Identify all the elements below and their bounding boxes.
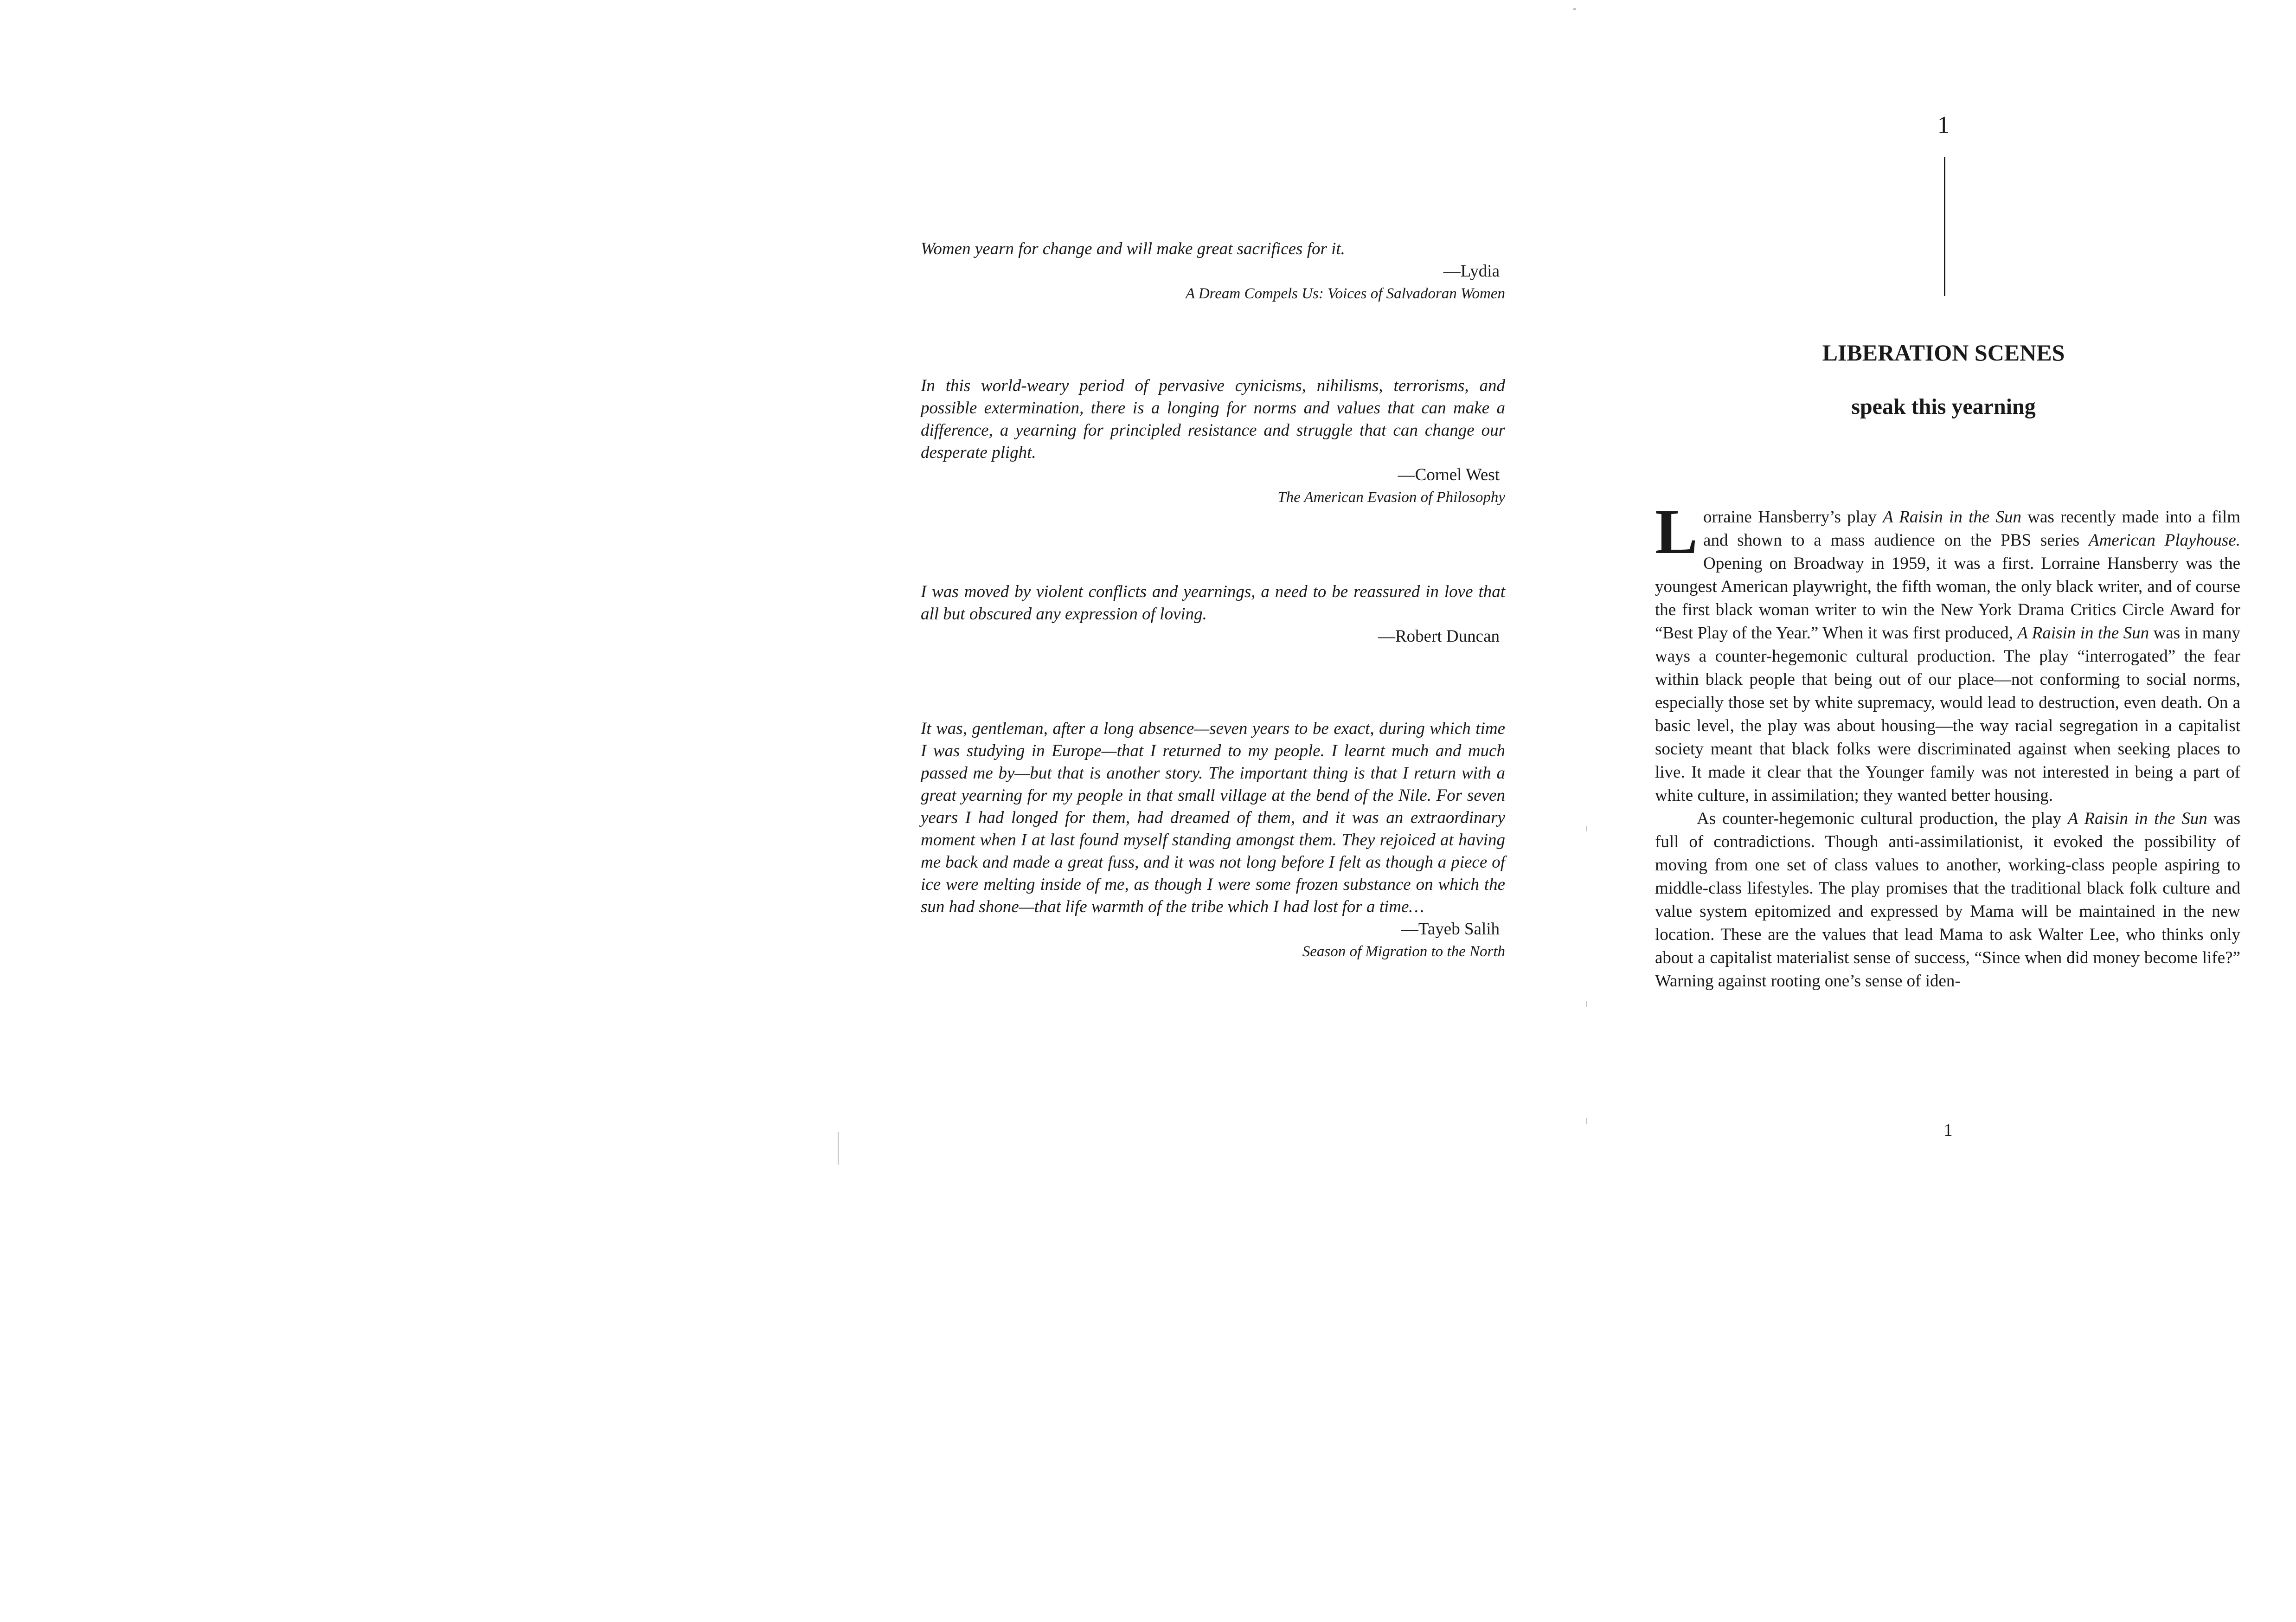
series-title: American Playhouse.	[2088, 531, 2240, 550]
epigraph-source: Season of Migration to the North	[1302, 943, 1505, 960]
epigraph-robert-duncan	[921, 581, 1505, 648]
chapter-number: 1	[1937, 112, 1950, 138]
epigraph-attribution: —Lydia	[1443, 262, 1500, 281]
epigraph-quote: In this world-weary period of pervasive cynicisms, nihilisms, terrorisms, and possible extermination, there is a longing for norms and values that can make a difference, a yearning for principled resistance and struggle that can change our desperate plight.	[921, 376, 1505, 462]
chapter-title: LIBERATION SCENES	[1822, 340, 2065, 366]
epigraph-cornel-west	[921, 375, 1505, 508]
paragraph	[1655, 807, 2240, 993]
epigraph-attribution: —Robert Duncan	[1378, 627, 1500, 646]
epigraph-source: A Dream Compels Us: Voices of Salvadoran Women	[1186, 285, 1505, 302]
epigraph-quote: Women yearn for change and will make great sacrifices for it.	[921, 239, 1345, 258]
epigraph-quote: It was, gentleman, after a long absence—seven years to be exact, during which time I was studying in Europe—that I returned to my people. I learnt much and much passed me by—but that is another story. The important thing is that I return with a great yearning for my people in that small village at the bend of the Nile. For seven years I had longed for them, had dreamed of them, and it was an extraordinary moment when I at last found myself standing amongst them. They rejoiced at having me back and made a great fuss, and it was not long before I felt as though a piece of ice were melting inside of me, as though I were some frozen substance on which the sun had shone—that life warmth of the tribe which I had lost for a time…	[921, 719, 1505, 916]
chapter-subtitle: speak this yearning	[1851, 394, 2036, 419]
epigraph-tayeb-salih	[921, 718, 1505, 963]
body-text	[1655, 496, 2241, 993]
paragraph	[1655, 496, 2240, 807]
text-run: orraine Hansberry’s play	[1703, 508, 1883, 527]
drop-cap: L	[1655, 496, 1698, 567]
scan-mark	[1586, 1001, 1587, 1007]
epigraph-attribution: —Tayeb Salih	[1401, 920, 1500, 939]
play-title: A Raisin in the Sun	[2017, 624, 2149, 643]
epigraph-lydia	[921, 238, 1505, 305]
play-title: A Raisin in the Sun	[2067, 809, 2207, 828]
chapter-rule	[1944, 157, 1945, 296]
scan-mark	[1586, 826, 1587, 831]
play-title: A Raisin in the Sun	[1883, 508, 2022, 527]
text-run: was recently made into a film and shown to a mass audience on the PBS series	[1703, 508, 2240, 550]
epigraph-quote: I was moved by violent conflicts and yearnings, a need to be reassured in love that all but obscured any expression of loving.	[921, 582, 1505, 624]
epigraph-source: The American Evasion of Philosophy	[1277, 489, 1505, 506]
text-run: was in many ways a counter-hegemonic cultural production. The play “interrogated” the fear within black people that being out of our place—not conforming to social norms, especially those set by white supremacy, would lead to destruction, even death. On a basic level, the play was about housing—the way racial segregation in a capitalist society meant that black folks were discriminated against when seeking places to live. It made it clear that the Younger family was not interested in being a part of white culture, in assimilation; they wanted better housing.	[1655, 624, 2240, 805]
text-run: As counter-hegemonic cultural production, the play	[1697, 809, 2068, 828]
text-run: was full of contradictions. Though anti-assimilationist, it evoked the possibility of moving from one set of class values to another, working-class people aspiring to middle-class lifestyles. The play promises that the traditional black folk culture and value system epitomized and expressed by Mama will be maintained in the new location. These are the values that lead Mama to ask Walter Lee, who thinks only about a capitalist materialist sense of success, “Since when did money become life?” Warning against rooting one’s sense of iden-	[1655, 809, 2241, 991]
text-run: Opening on Broadway in 1959, it was a first. Lorraine Hansberry was the youngest American playwright, the fifth woman, the only black writer, and of course the first black woman writer to win the New York Drama Critics Circle Award for “Best Play of the Year.” When it was first produced,	[1655, 554, 2240, 643]
scan-mark	[838, 1132, 839, 1165]
scan-mark	[1586, 1118, 1587, 1124]
page-number: 1	[1943, 1120, 1953, 1140]
epigraph-attribution: —Cornel West	[1398, 465, 1500, 484]
